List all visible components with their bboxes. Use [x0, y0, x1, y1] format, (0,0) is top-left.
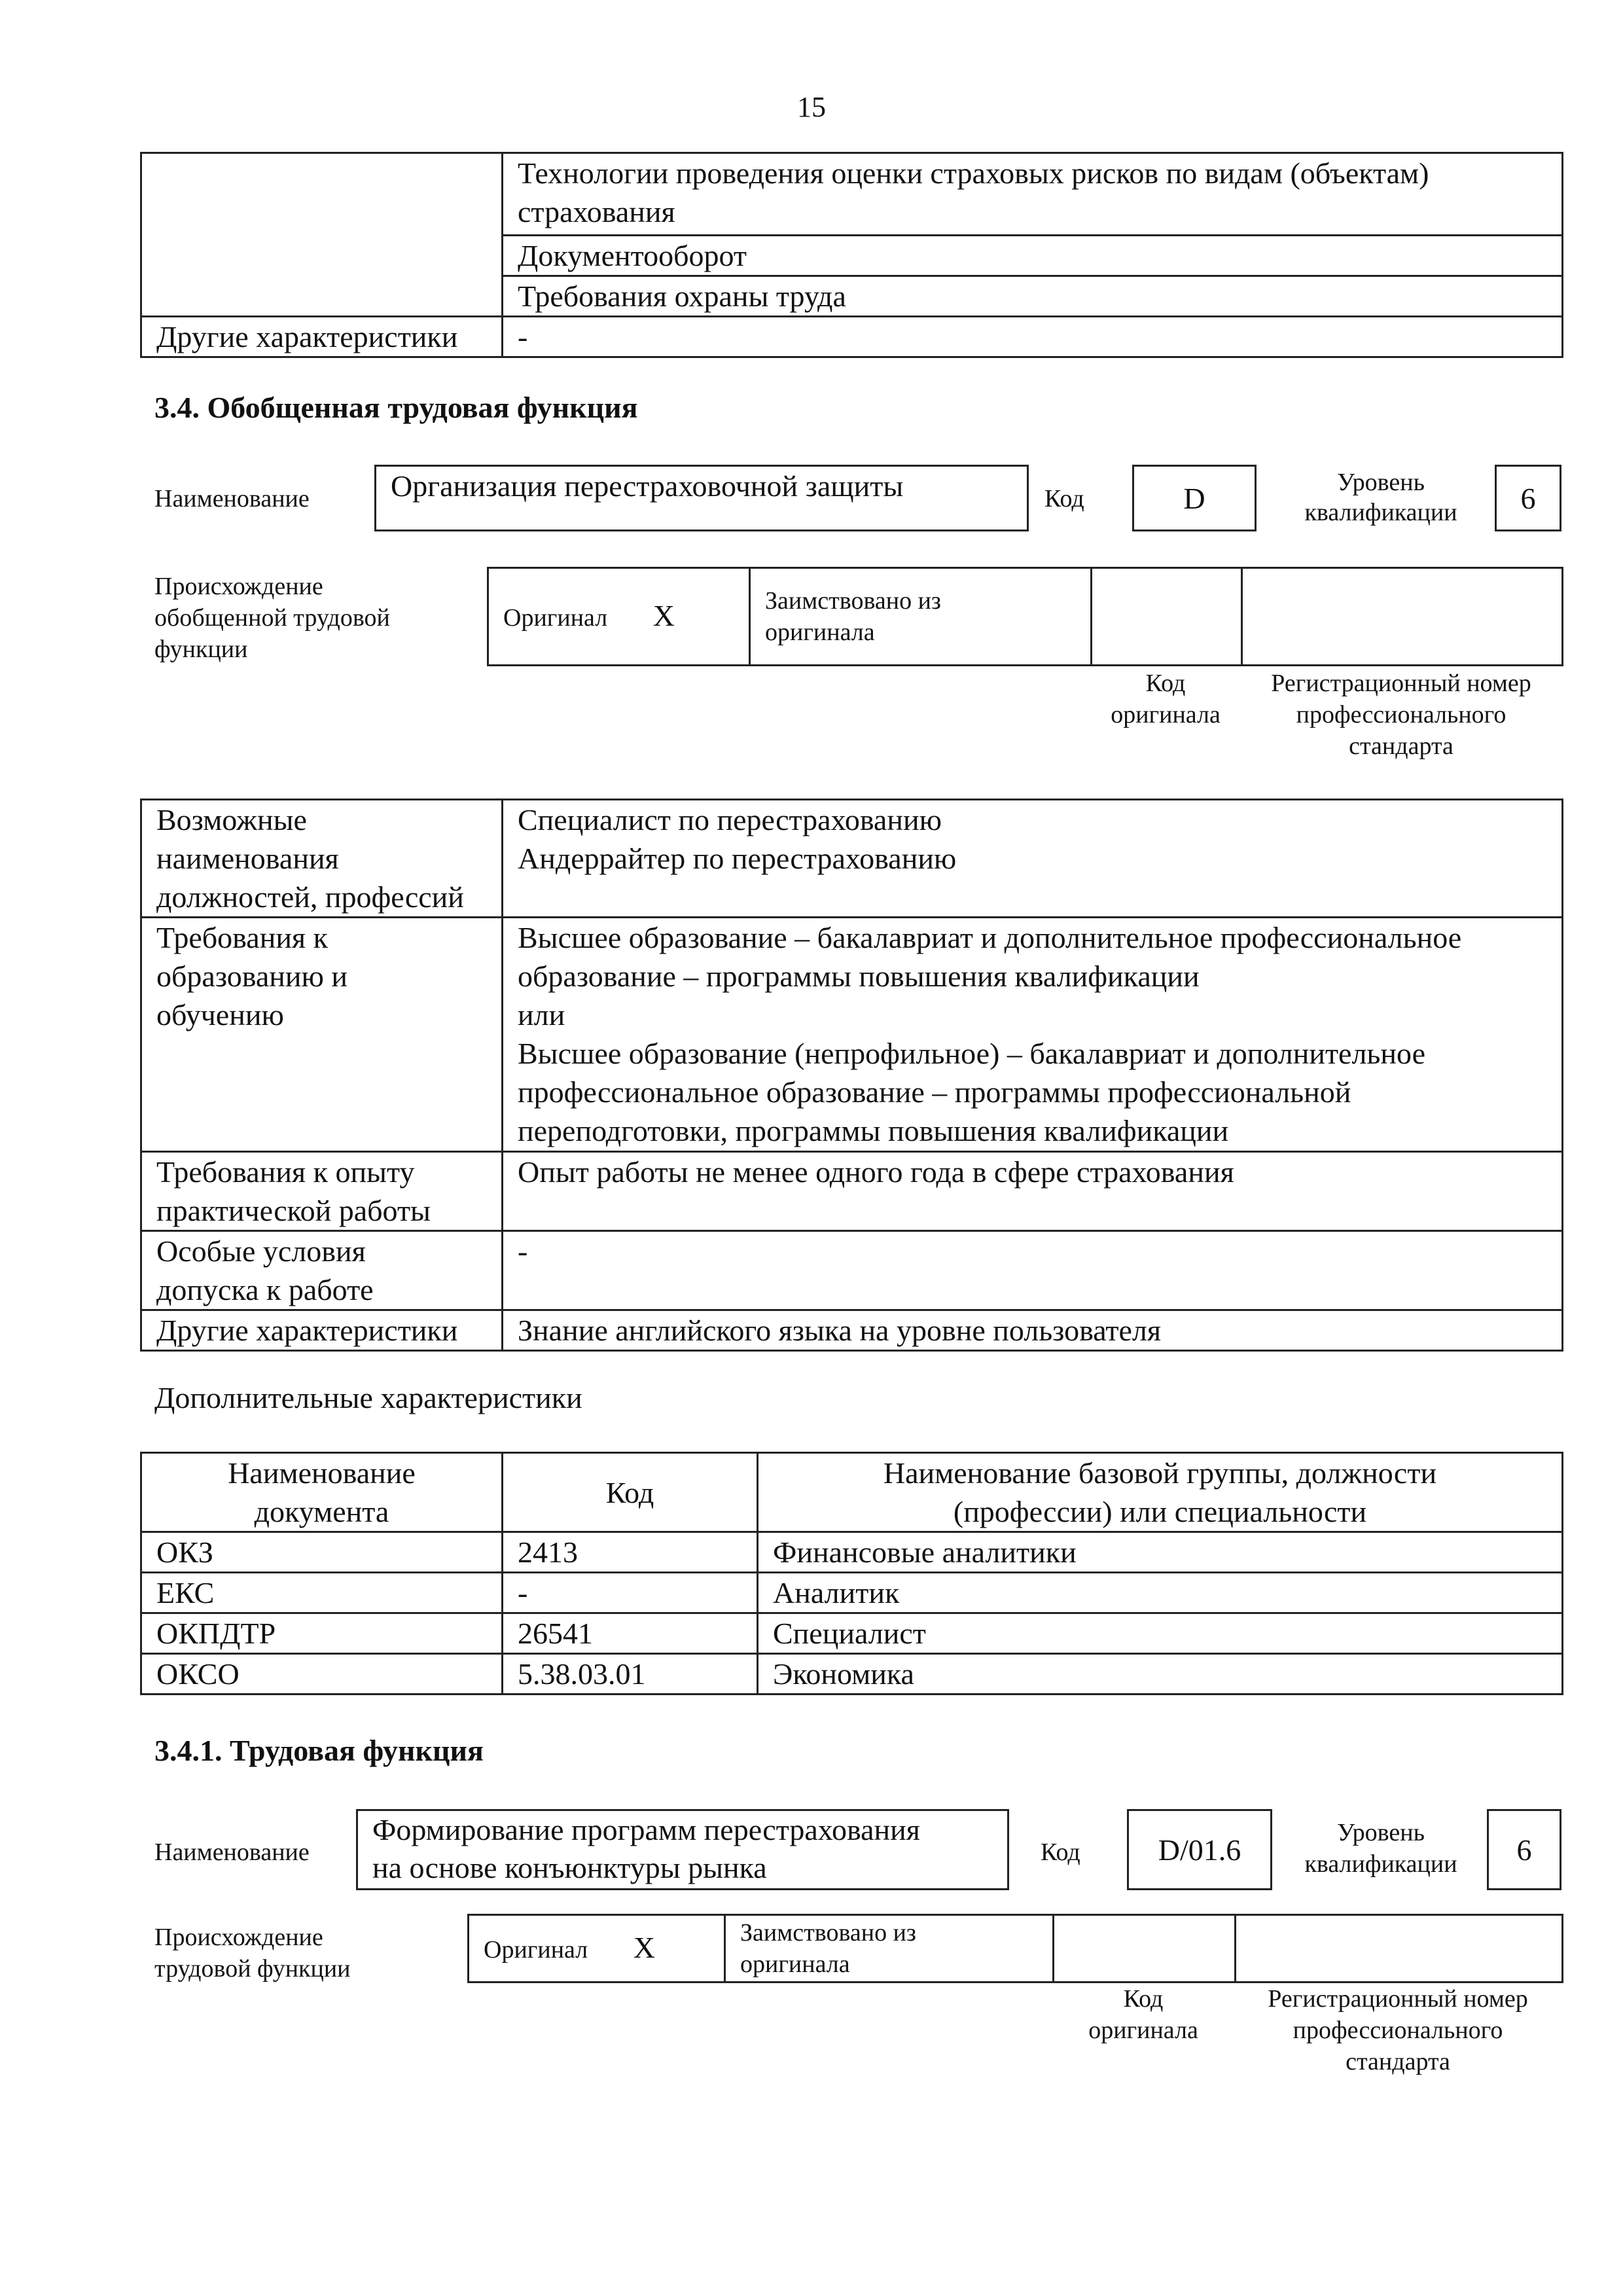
code-original-cell: [1092, 568, 1242, 666]
row-value: [503, 1231, 1563, 1310]
row-value: [503, 1152, 1563, 1231]
level-box: [1495, 465, 1561, 531]
row-value: [503, 1310, 1563, 1351]
reg-number-cell: [1236, 1915, 1563, 1982]
row-value-line: Знание английского языка на уровне пользователя: [518, 1314, 1162, 1347]
borrowed-label-line: Заимствовано из: [765, 587, 941, 615]
caption-line: стандарта: [1346, 2048, 1450, 2075]
code-box: [1132, 465, 1257, 531]
origin-label: [154, 571, 390, 665]
level-value: 6: [1516, 1833, 1532, 1867]
row-value: [503, 918, 1563, 1152]
row-value-line: образование – программы повышения квалификации: [518, 960, 1200, 993]
row-label-line: Возможные: [156, 803, 307, 836]
original-mark: X: [633, 1930, 655, 1964]
original-cell: [469, 1915, 725, 1982]
row-value-line: Высшее образование – бакалавриат и дополнительное профессиональное: [518, 921, 1462, 954]
level-label: [1276, 1817, 1486, 1880]
borrowed-cell: [750, 568, 1092, 666]
borrowed-label-line: оригинала: [740, 1950, 850, 1978]
level-label: [1276, 467, 1486, 528]
section-3-4-1-title: 3.4.1. Трудовая функция: [154, 1734, 484, 1767]
doc-cell: ОКПДТР: [141, 1613, 503, 1654]
section-3-4-title: 3.4. Обобщенная трудовая функция: [154, 391, 638, 424]
code-value: D/01.6: [1158, 1833, 1241, 1867]
code-original-caption: [1052, 1983, 1234, 2046]
borrowed-label-line: оригинала: [765, 619, 875, 646]
function-name-line: на основе конъюнктуры рынка: [372, 1851, 767, 1884]
level-box: [1487, 1809, 1561, 1890]
level-label-line: Уровень: [1337, 469, 1425, 496]
row-label-line: Другие характеристики: [156, 1314, 458, 1347]
reg-number-caption: [1234, 1983, 1561, 2077]
row-label: [141, 918, 503, 1152]
row-label-line: Требования к опыту: [156, 1155, 415, 1189]
code-box: [1127, 1809, 1272, 1890]
row-label-line: практической работы: [156, 1194, 431, 1227]
function-name-value: Организация перестраховочной защиты: [391, 469, 904, 503]
row-label-line: Требования к: [156, 921, 328, 954]
caption-line: оригинала: [1088, 2017, 1198, 2044]
row-label-line: должностей, профессий: [156, 880, 464, 914]
row-label: [141, 1231, 503, 1310]
caption-line: профессионального: [1293, 2017, 1503, 2044]
original-label: Оригинал: [484, 1935, 588, 1964]
header-code: Код: [503, 1453, 758, 1532]
level-label-line: квалификации: [1304, 499, 1457, 526]
additional-table: [140, 1452, 1563, 1695]
doc-cell: ОКСО: [141, 1654, 503, 1695]
origin-label-line: трудовой функции: [154, 1955, 351, 1982]
function-name-line: Формирование программ перестрахования: [372, 1813, 920, 1846]
caption-line: оригинала: [1111, 701, 1221, 728]
row-value-line: -: [518, 1234, 528, 1268]
header-group: Наименование базовой группы, должности (профессии) или специальности: [758, 1453, 1563, 1532]
function-name-box: [356, 1809, 1009, 1890]
row-label: [141, 800, 503, 918]
row-value-line: или: [518, 998, 565, 1031]
code-label: Код: [1044, 485, 1084, 512]
row-value-line: Опыт работы не менее одного года в сфере страхования: [518, 1155, 1234, 1189]
code-cell: -: [503, 1573, 758, 1613]
borrowed-cell: [725, 1915, 1054, 1982]
original-label: Оригинал: [503, 603, 608, 632]
code-original-caption: [1090, 668, 1241, 730]
code-cell: 5.38.03.01: [503, 1654, 758, 1695]
additional-title: Дополнительные характеристики: [154, 1381, 582, 1414]
row-label-line: допуска к работе: [156, 1273, 374, 1306]
group-cell: Экономика: [758, 1654, 1563, 1695]
row-value-line: Андеррайтер по перестрахованию: [518, 842, 957, 875]
row-label-line: Особые условия: [156, 1234, 366, 1268]
characteristics-table: [140, 798, 1563, 1352]
top-table-empty-cell: [141, 153, 503, 317]
top-table-row-text: Документооборот: [503, 236, 1563, 276]
row-label-line: образованию и: [156, 960, 348, 993]
origin-label-line: обобщенной трудовой: [154, 604, 390, 632]
row-value-line: профессиональное образование – программы профессиональной: [518, 1075, 1351, 1109]
level-value: 6: [1520, 482, 1536, 515]
caption-line: Регистрационный номер: [1271, 670, 1531, 697]
top-table-other-value: -: [503, 317, 1563, 357]
code-label: Код: [1041, 1839, 1080, 1866]
function-name-box: [374, 465, 1029, 531]
row-label-line: обучению: [156, 998, 284, 1031]
caption-line: Код: [1123, 1985, 1164, 2013]
origin-label-line: Происхождение: [154, 573, 323, 600]
table-row: [141, 1573, 1563, 1613]
origin-label-line: функции: [154, 636, 248, 663]
original-mark: X: [652, 598, 675, 632]
name-label: Наименование: [154, 485, 310, 512]
row-label: [141, 1152, 503, 1231]
group-cell: Финансовые аналитики: [758, 1532, 1563, 1573]
doc-cell: ОКЗ: [141, 1532, 503, 1573]
page-number: 15: [797, 91, 826, 123]
top-table-other-label: Другие характеристики: [141, 317, 503, 357]
row-label-line: наименования: [156, 842, 339, 875]
original-cell: [488, 568, 750, 666]
origin-table: [467, 1914, 1563, 1983]
reg-number-cell: [1242, 568, 1563, 666]
caption-line: Код: [1145, 670, 1186, 697]
caption-line: стандарта: [1349, 732, 1454, 760]
borrowed-label-line: Заимствовано из: [740, 1919, 916, 1946]
table-row: [141, 1654, 1563, 1695]
caption-line: Регистрационный номер: [1268, 1985, 1528, 2013]
code-value: D: [1183, 482, 1205, 515]
table-row: [141, 1532, 1563, 1573]
doc-cell: ЕКС: [141, 1573, 503, 1613]
group-cell: Аналитик: [758, 1573, 1563, 1613]
origin-label-line: Происхождение: [154, 1924, 323, 1951]
top-table-row-text: Технологии проведения оценки страховых рисков по видам (объектам) страхования: [503, 153, 1563, 236]
level-label-line: квалификации: [1304, 1850, 1457, 1878]
origin-table: [487, 567, 1563, 666]
reg-number-caption: [1241, 668, 1561, 762]
caption-line: профессионального: [1296, 701, 1507, 728]
level-label-line: Уровень: [1337, 1819, 1425, 1846]
header-doc: Наименование документа: [141, 1453, 503, 1532]
code-cell: 26541: [503, 1613, 758, 1654]
group-cell: Специалист: [758, 1613, 1563, 1654]
top-table-row-text: Требования охраны труда: [503, 276, 1563, 317]
name-label: Наименование: [154, 1839, 310, 1866]
row-value: [503, 800, 1563, 918]
code-original-cell: [1054, 1915, 1236, 1982]
top-table: [140, 152, 1563, 358]
table-row: [141, 1613, 1563, 1654]
code-cell: 2413: [503, 1532, 758, 1573]
origin-label: [154, 1922, 351, 1984]
row-value-line: переподготовки, программы повышения квалификации: [518, 1114, 1229, 1147]
row-value-line: Высшее образование (непрофильное) – бакалавриат и дополнительное: [518, 1037, 1426, 1070]
row-value-line: Специалист по перестрахованию: [518, 803, 942, 836]
row-label: [141, 1310, 503, 1351]
